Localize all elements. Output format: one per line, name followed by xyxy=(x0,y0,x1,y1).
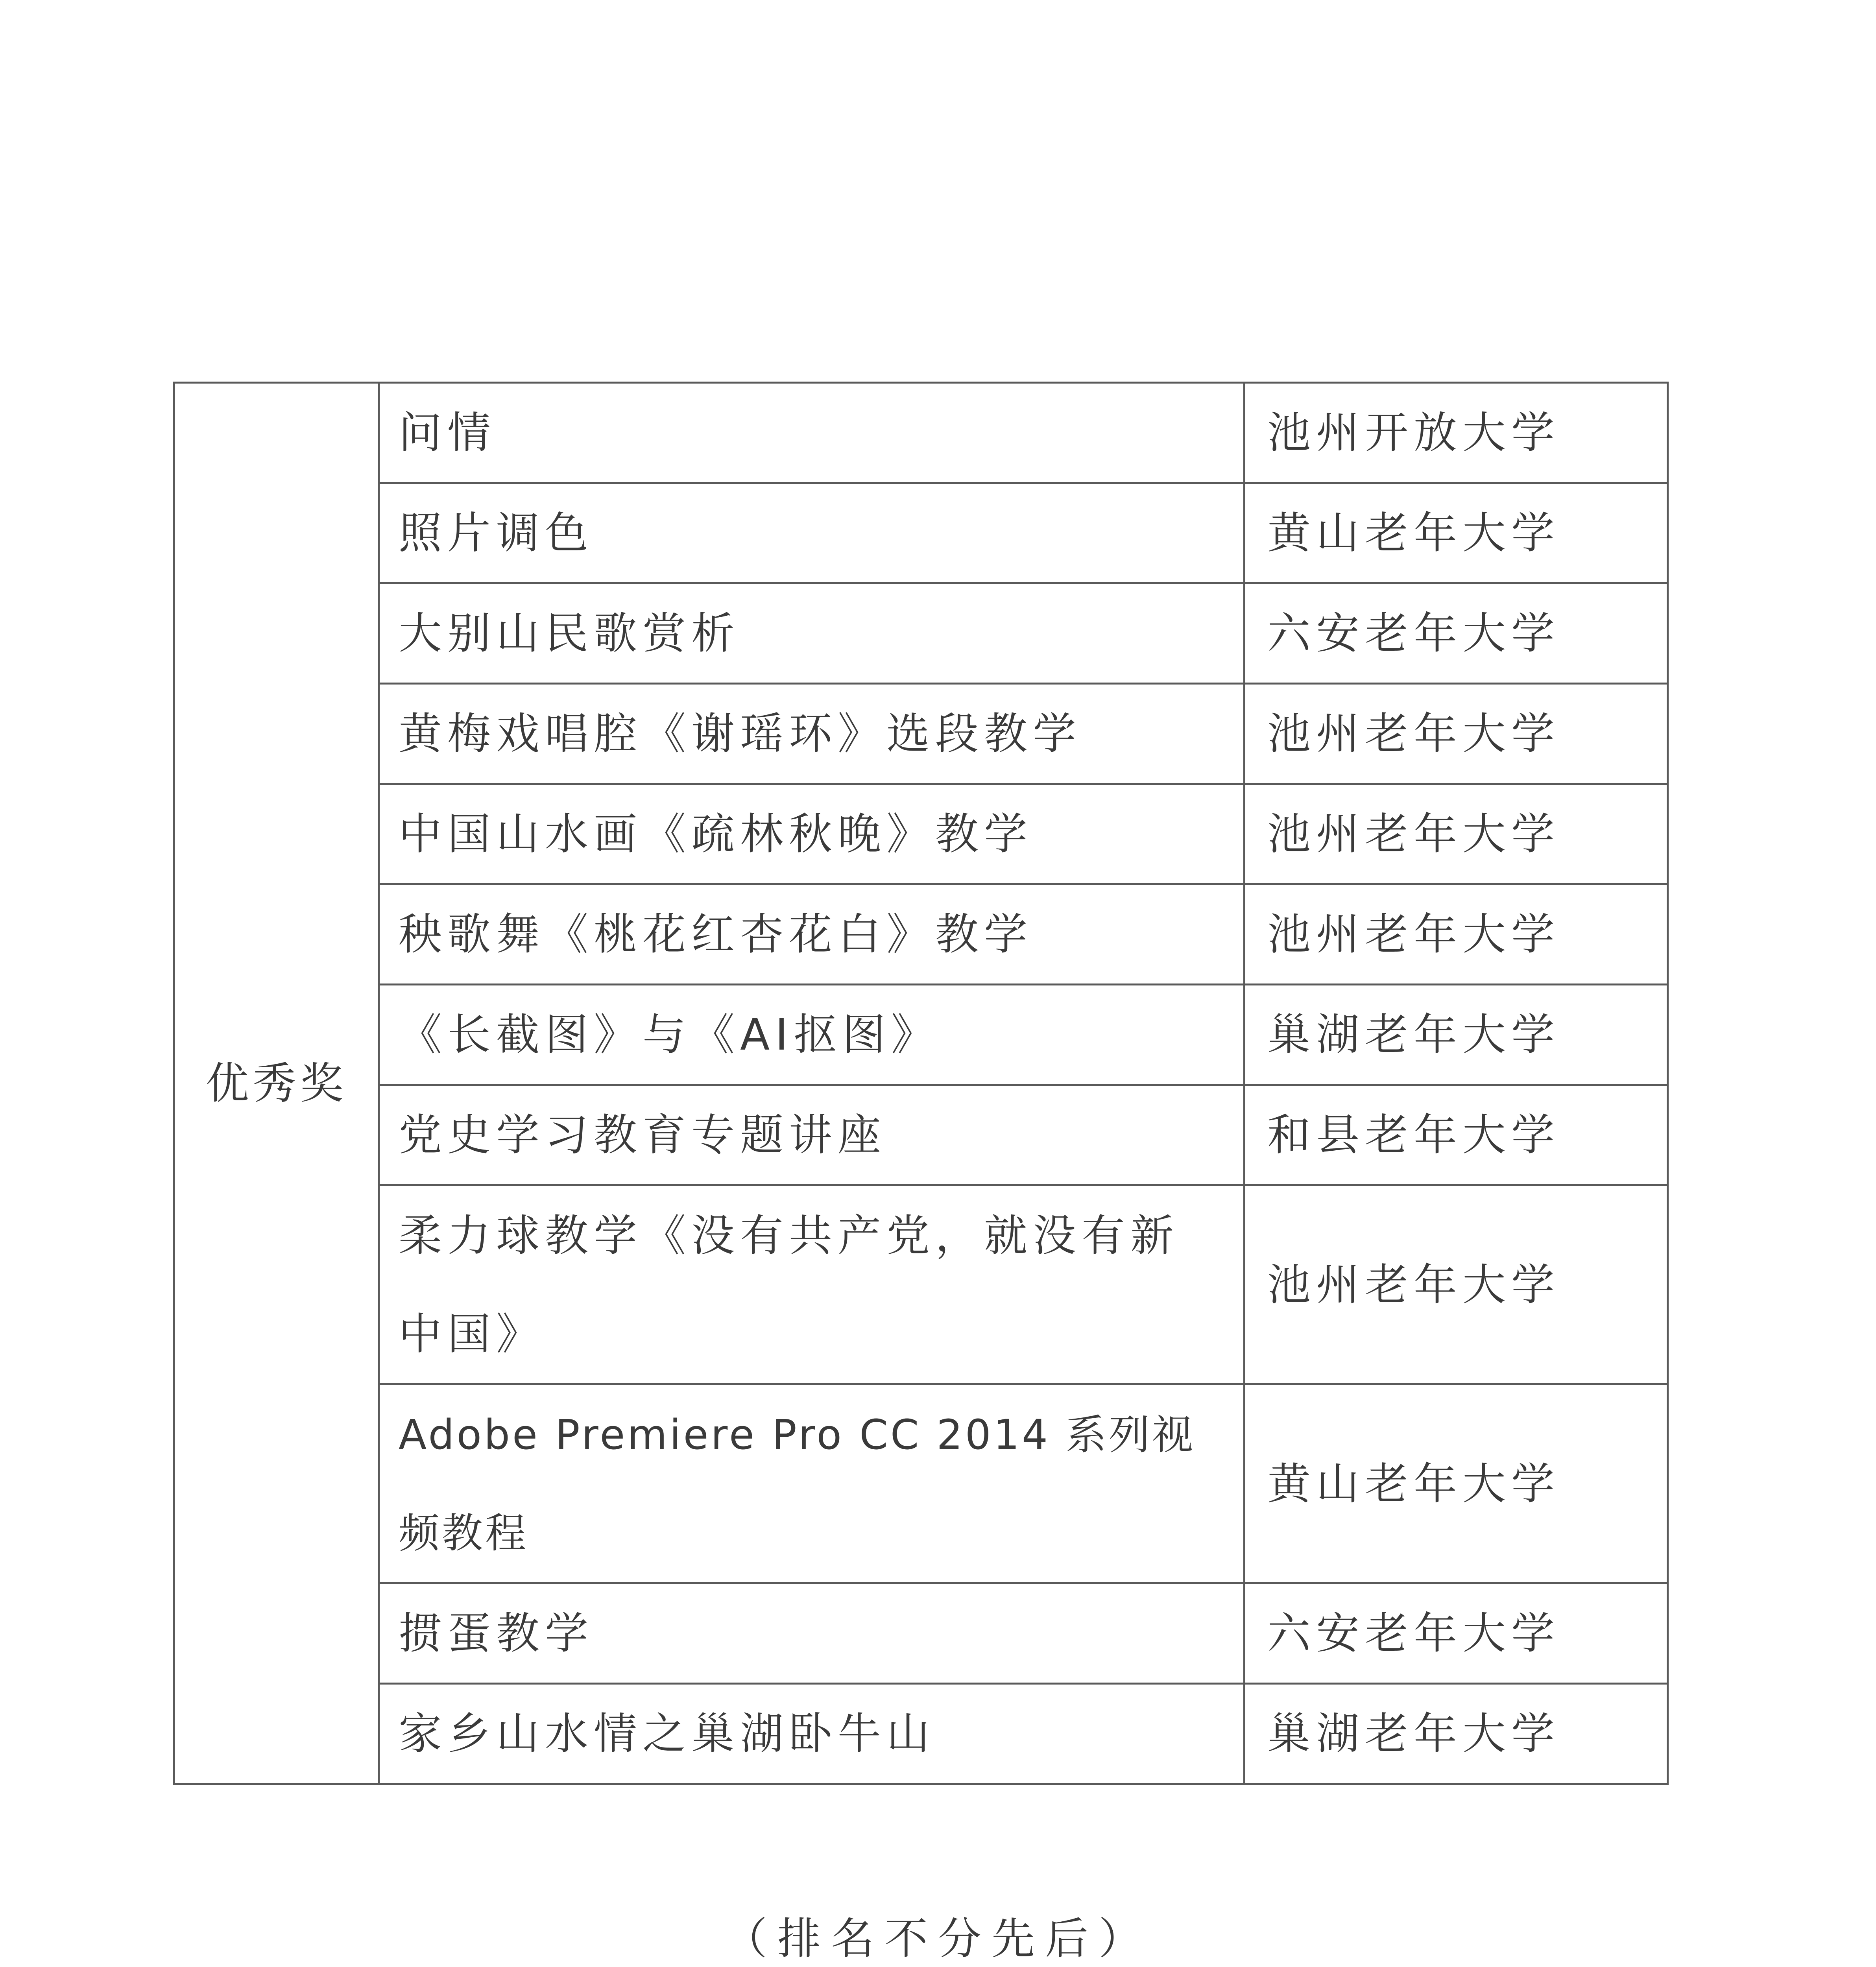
work-title-cell: 问情 xyxy=(379,383,1245,483)
work-title-cell: 柔力球教学《没有共产党，就没有新中国》 xyxy=(379,1185,1245,1384)
work-title-cell: 大别山民歌赏析 xyxy=(379,583,1245,684)
table-row xyxy=(174,1583,1668,1684)
work-title-cell: 秧歌舞《桃花红杏花白》教学 xyxy=(379,884,1245,985)
table-row xyxy=(174,884,1668,985)
table-row xyxy=(174,784,1668,884)
table-row xyxy=(174,684,1668,784)
table-row xyxy=(174,1185,1668,1384)
table-row xyxy=(174,483,1668,583)
table-row xyxy=(174,1085,1668,1185)
ranking-footnote: （排名不分先后） xyxy=(724,1913,1152,1964)
table-row xyxy=(174,1684,1668,1784)
unit-cell: 池州老年大学 xyxy=(1245,884,1668,985)
work-title-cell: 家乡山水情之巢湖卧牛山 xyxy=(379,1684,1245,1784)
unit-cell: 池州老年大学 xyxy=(1245,784,1668,884)
table-row xyxy=(174,583,1668,684)
unit-cell: 六安老年大学 xyxy=(1245,1583,1668,1684)
unit-cell: 巢湖老年大学 xyxy=(1245,1684,1668,1784)
unit-cell: 和县老年大学 xyxy=(1245,1085,1668,1185)
unit-cell: 池州老年大学 xyxy=(1245,1185,1668,1384)
work-title-cell: 《长截图》与《AI抠图》 xyxy=(379,985,1245,1085)
work-title-cell: 掼蛋教学 xyxy=(379,1583,1245,1684)
unit-cell: 黄山老年大学 xyxy=(1245,483,1668,583)
work-title-cell: Adobe Premiere Pro CC 2014 系列视频教程 xyxy=(379,1384,1245,1583)
unit-cell: 黄山老年大学 xyxy=(1245,1384,1668,1583)
table-row xyxy=(174,383,1668,483)
unit-cell: 巢湖老年大学 xyxy=(1245,985,1668,1085)
award-category-cell: 优秀奖 xyxy=(174,383,379,1784)
award-table xyxy=(173,382,1669,1785)
unit-cell: 六安老年大学 xyxy=(1245,583,1668,684)
work-title-cell: 党史学习教育专题讲座 xyxy=(379,1085,1245,1185)
work-title-cell: 中国山水画《疏林秋晚》教学 xyxy=(379,784,1245,884)
unit-cell: 池州开放大学 xyxy=(1245,383,1668,483)
work-title-cell: 照片调色 xyxy=(379,483,1245,583)
table-row xyxy=(174,1384,1668,1583)
work-title-cell: 黄梅戏唱腔《谢瑶环》选段教学 xyxy=(379,684,1245,784)
unit-cell: 池州老年大学 xyxy=(1245,684,1668,784)
table-row xyxy=(174,985,1668,1085)
